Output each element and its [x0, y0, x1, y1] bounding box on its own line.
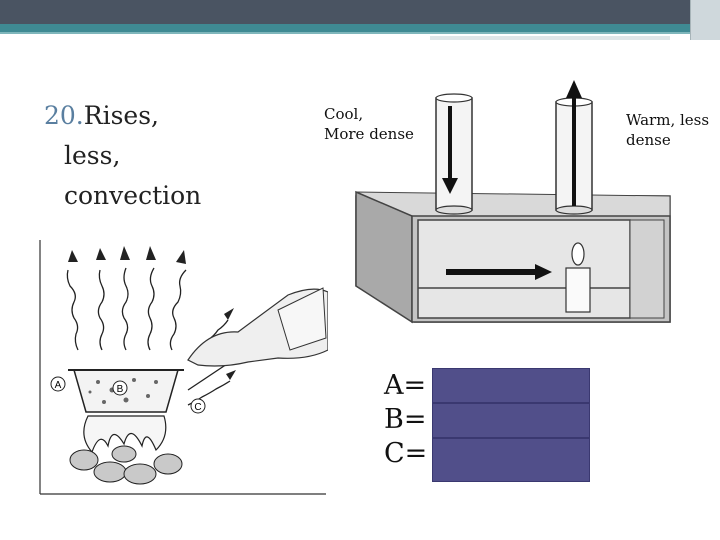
heat-transfer-diagram [38, 240, 328, 498]
answer-row-a: A = [384, 370, 427, 401]
box-inner-wall [630, 220, 664, 318]
left-chimney-base [436, 206, 472, 214]
convection-box-diagram [350, 76, 680, 326]
question-number: 20. [44, 101, 84, 130]
left-chimney [436, 98, 472, 210]
fire-rocks [70, 446, 182, 484]
answer-label-c: C [384, 438, 405, 469]
slide-header-bar [0, 0, 720, 24]
warm-label-line-1: Warm, less [626, 111, 710, 129]
label-c: C [194, 402, 202, 413]
label-a: A [54, 380, 62, 391]
answer-box-b[interactable] [432, 403, 590, 438]
answer-row-b: B = [384, 404, 427, 435]
cool-label-line-2: More dense [324, 125, 414, 143]
slide-corner-tab [690, 0, 720, 40]
answer-box-c[interactable] [432, 438, 590, 482]
slide-header-line [0, 32, 720, 34]
title-line-3: convection [64, 181, 202, 210]
title-line-1: Rises, [83, 101, 159, 130]
title-line-2: less, [64, 141, 121, 170]
up-arrow-head [566, 80, 582, 98]
slide-title [44, 96, 284, 216]
candle-flame [572, 243, 584, 265]
answer-label-a: A [384, 370, 404, 401]
answer-box-a[interactable] [432, 368, 590, 403]
right-chimney-base [556, 206, 592, 214]
label-b: B [116, 384, 124, 395]
slide-header-accent [0, 24, 720, 32]
answer-row-c: C = [384, 438, 428, 469]
answer-list [384, 369, 427, 471]
left-chimney-rim [436, 94, 472, 102]
answer-label-b: B [384, 404, 404, 435]
candle-body [566, 268, 590, 312]
cool-label-line-1: Cool, [324, 105, 364, 123]
slide-header-underline [430, 36, 670, 40]
warm-label-line-2: dense [626, 131, 671, 149]
